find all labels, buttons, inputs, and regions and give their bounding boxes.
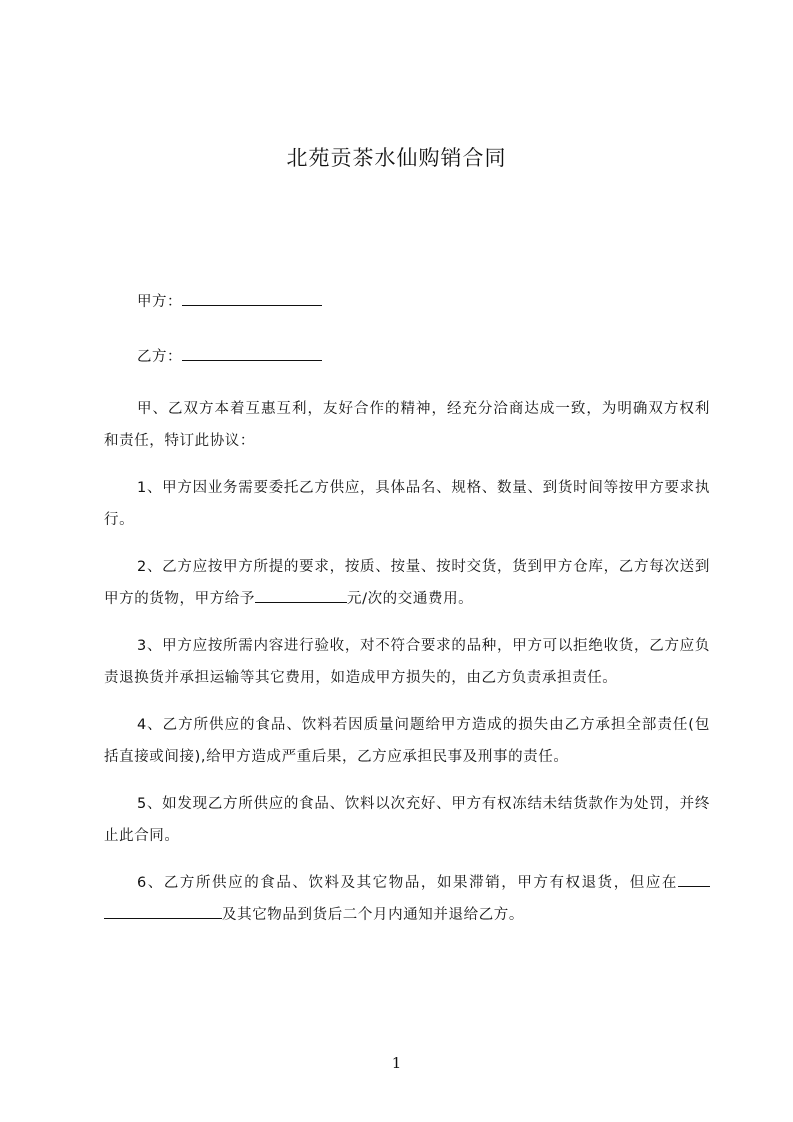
party-b-blank bbox=[182, 346, 322, 361]
party-b-label: 乙方： bbox=[137, 349, 182, 365]
clause-1: 1、甲方因业务需要委托乙方供应，具体品名、规格、数量、到货时间等按甲方要求执行。 bbox=[104, 480, 710, 528]
clause-3: 3、甲方应按所需内容进行验收，对不符合要求的品种，甲方可以拒绝收货，乙方应负责退换货并承担运输等其它费用，如造成甲方损失的，由乙方负责承担责任。 bbox=[104, 638, 710, 686]
party-a-label: 甲方： bbox=[137, 294, 182, 310]
intro-paragraph: 甲、乙双方本着互惠互利，友好合作的精神，经充分洽商达成一致，为明确双方权利和责任，特订此协议： bbox=[104, 401, 710, 449]
clause-2-fee-blank bbox=[255, 588, 347, 603]
clause-6-text-end: 及其它物品到货后二个月内通知并退给乙方。 bbox=[222, 907, 524, 923]
document-title: 北苑贡茶水仙购销合同 bbox=[286, 146, 507, 170]
clause-2 bbox=[104, 551, 710, 615]
clause-6 bbox=[104, 867, 710, 931]
party-a-line bbox=[137, 290, 322, 311]
clause-5: 5、如发现乙方所供应的食品、饮料以次充好、甲方有权冻结未结货款作为处罚，并终止此合同。 bbox=[104, 796, 710, 844]
clause-6-blank-b bbox=[104, 904, 222, 919]
clause-4: 4、乙方所供应的食品、饮料若因质量问题给甲方造成的损失由乙方承担全部责任(包括直接或间接),给甲方造成严重后果，乙方应承担民事及刑事的责任。 bbox=[104, 717, 710, 765]
clause-2-text-start: 2、乙方应按甲方所提的要求，按质、按量、按时交货，货到甲方仓库，乙方每次送到甲方的货物，甲方给予 bbox=[104, 559, 710, 607]
page-number: 1 bbox=[391, 1054, 402, 1072]
clause-2-text-end: 元/次的交通费用。 bbox=[347, 591, 474, 607]
clause-6-blank-a bbox=[678, 872, 710, 887]
party-a-blank bbox=[182, 291, 322, 306]
party-b-line bbox=[137, 345, 322, 366]
clause-6-text-start: 6、乙方所供应的食品、饮料及其它物品，如果滞销，甲方有权退货，但应在 bbox=[137, 875, 678, 891]
